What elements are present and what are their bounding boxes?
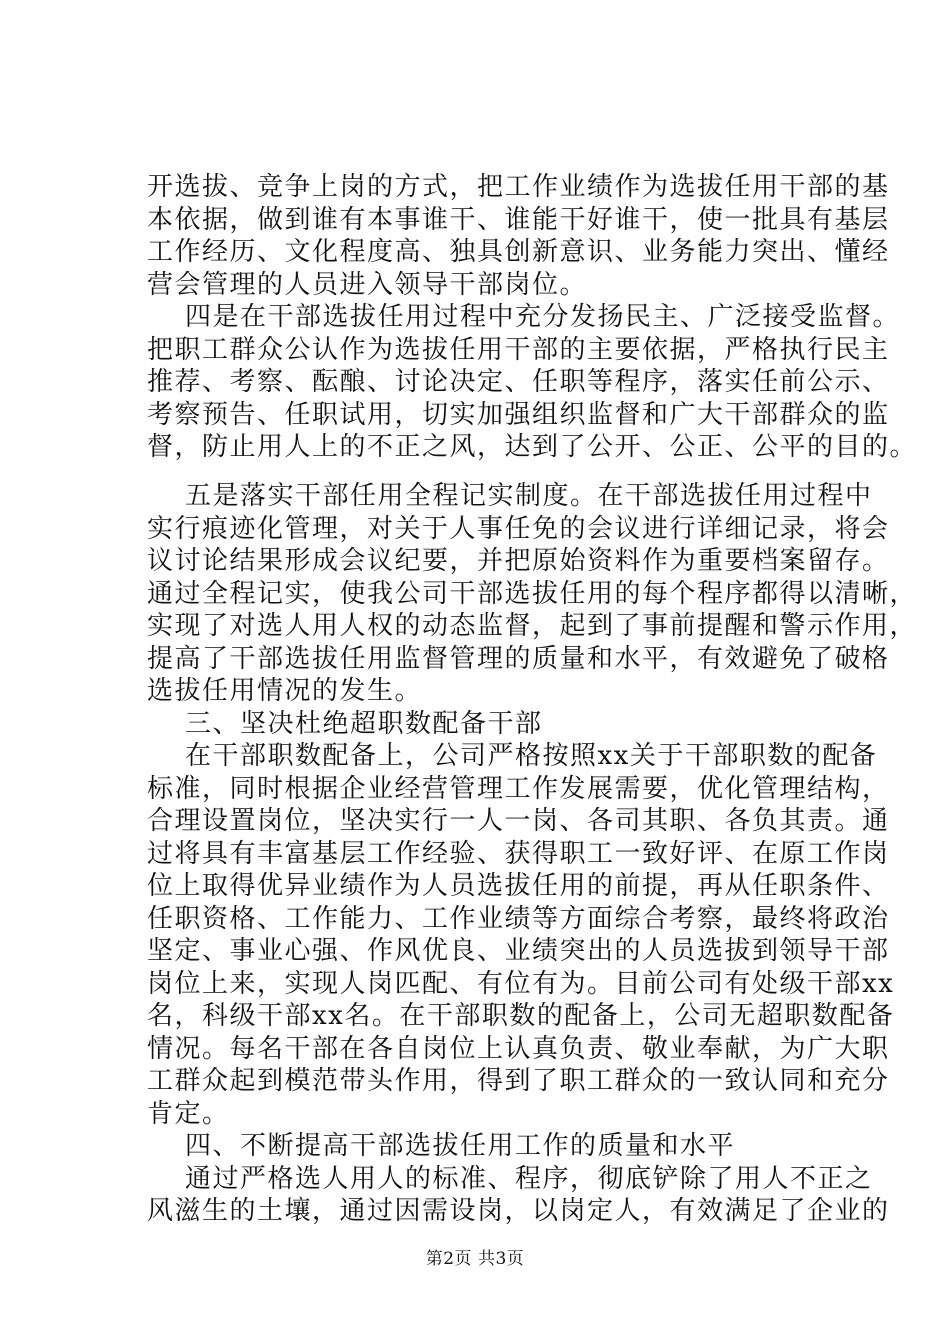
text-line: 岗位上来，实现人岗匹配、有位有为。目前公司有处级干部xx — [147, 968, 895, 999]
text-line: 过将具有丰富基层工作经验、获得职工一致好评、在原工作岗 — [147, 838, 890, 869]
text-line: 通过严格选人用人的标准、程序，彻底铲除了用人不正之 — [185, 1163, 873, 1194]
page-number-footer: 第2页 共3页 — [425, 1249, 525, 1269]
text-line: 肯定。 — [147, 1098, 230, 1129]
text-line: 任职资格、工作能力、工作业绩等方面综合考察，最终将政治 — [147, 903, 890, 934]
text-line: 合理设置岗位，坚决实行一人一岗、各司其职、各负其责。通 — [147, 806, 890, 836]
text-line: 考察预告、任职试用，切实加强组织监督和广大干部群众的监 — [147, 399, 890, 430]
text-line: 本依据，做到谁有本事谁干、谁能干好谁干，使一批具有基层 — [147, 204, 890, 235]
text-line: 五是落实干部任用全程记实制度。在干部选拔任用过程中 — [185, 481, 873, 511]
body-text-lower — [147, 480, 918, 1228]
text-line: 实现了对选人用人权的动态监督，起到了事前提醒和警示作用， — [147, 611, 918, 641]
text-line: 督，防止用人上的不正之风，达到了公开、公正、公平的目的。 — [147, 432, 918, 462]
text-line: 选拔任用情况的发生。 — [147, 676, 423, 706]
text-line: 把职工群众公认作为选拔任用干部的主要依据，严格执行民主 — [147, 334, 890, 365]
text-line: 四是在干部选拔任用过程中充分发扬民主、广泛接受监督。 — [185, 302, 901, 332]
text-line: 风滋生的土壤，通过因需设岗，以岗定人，有效满足了企业的 — [147, 1196, 890, 1226]
text-line: 议讨论结果形成会议纪要，并把原始资料作为重要档案留存。 — [147, 546, 890, 576]
text-line: 通过全程记实，使我公司干部选拔任用的每个程序都得以清晰， — [147, 578, 918, 609]
text-line: 情况。每名干部在各自岗位上认真负责、敬业奉献，为广大职 — [147, 1033, 890, 1064]
text-line: 位上取得优异业绩作为人员选拔任用的前提，再从任职条件、 — [147, 871, 890, 901]
text-line: 名，科级干部xx名。在干部职数的配备上，公司无超职数配备 — [147, 1001, 895, 1031]
text-line: 营会管理的人员进入领导干部岗位。 — [147, 269, 588, 300]
text-line: 在干部职数配备上，公司严格按照xx关于干部职数的配备 — [185, 741, 878, 771]
text-line: 坚定、事业心强、作风优良、业绩突出的人员选拔到领导干部 — [147, 936, 890, 966]
text-line: 提高了干部选拔任用监督管理的质量和水平，有效避免了破格 — [147, 643, 890, 674]
text-line: 开选拔、竞争上岗的方式，把工作业绩作为选拔任用干部的基 — [147, 172, 890, 202]
text-line: 工群众起到模范带头作用，得到了职工群众的一致认同和充分 — [147, 1066, 890, 1096]
text-line: 推荐、考察、酝酿、讨论决定、任职等程序，落实任前公示、 — [147, 367, 890, 397]
text-line: 三、坚决杜绝超职数配备干部 — [185, 708, 543, 739]
text-line: 四、不断提高干部选拔任用工作的质量和水平 — [185, 1131, 736, 1161]
body-text-upper — [147, 171, 918, 464]
text-line: 工作经历、文化程度高、独具创新意识、业务能力突出、懂经 — [147, 237, 890, 267]
text-line: 实行痕迹化管理，对关于人事任免的会议进行详细记录，将会 — [147, 513, 890, 544]
text-line: 标准，同时根据企业经营管理工作发展需要，优化管理结构， — [147, 773, 890, 804]
